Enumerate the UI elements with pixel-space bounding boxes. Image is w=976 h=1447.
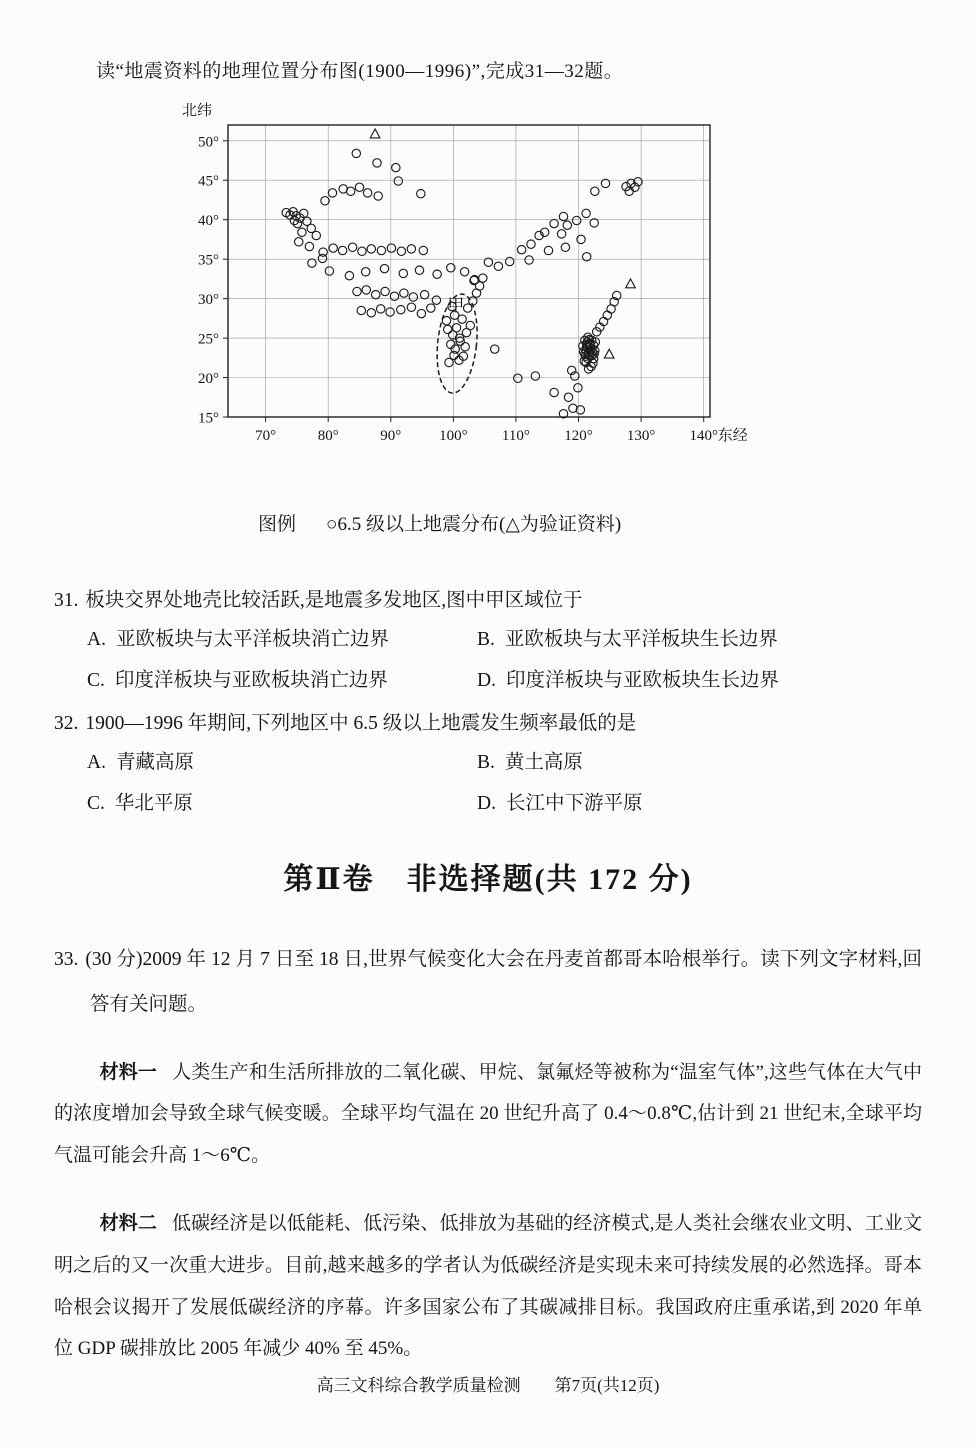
earthquake-circle — [407, 245, 415, 253]
earthquake-circle — [409, 293, 417, 301]
earthquake-circle — [325, 267, 333, 275]
earthquake-circle — [525, 256, 533, 264]
earthquake-circle — [479, 274, 487, 282]
earthquake-circle — [433, 270, 441, 278]
earthquake-circle — [527, 240, 535, 248]
question-number: 33. — [54, 949, 79, 970]
earthquake-circle — [397, 306, 405, 314]
earthquake-circle — [427, 304, 435, 312]
earthquake-circle — [308, 259, 316, 267]
x-tick-label: 140° — [689, 428, 718, 444]
x-tick-label: 100° — [439, 428, 468, 444]
validation-triangle — [626, 279, 636, 288]
question-text: (30 分)2009 年 12 月 7 日至 18 日,世界气候变化大会在丹麦首都哥本哈根举行。读下列文字材料,回答有关问题。 — [85, 949, 922, 1015]
option-b — [477, 627, 922, 652]
earthquake-circle — [582, 209, 590, 217]
earthquake-circle — [574, 384, 582, 392]
earthquake-circle — [557, 230, 565, 238]
earthquake-circle — [362, 268, 370, 276]
question-number: 31. — [54, 590, 79, 611]
earthquake-circle — [392, 163, 400, 171]
material-one-label: 材料一 — [99, 1061, 158, 1083]
earthquake-circle — [564, 393, 572, 401]
y-tick-label: 30° — [198, 292, 219, 309]
earthquake-circle — [442, 317, 450, 325]
y-tick-label: 20° — [198, 371, 219, 387]
option-label: D. — [477, 792, 496, 814]
x-tick-label: 130° — [626, 428, 656, 444]
earthquake-circle — [298, 228, 306, 236]
earthquake-circle — [514, 374, 522, 382]
earthquake-circle — [576, 406, 584, 414]
option-text: 青藏高原 — [115, 752, 194, 774]
earthquake-circle — [444, 325, 452, 333]
chart-legend — [258, 509, 922, 536]
material-two — [54, 1203, 922, 1370]
option-label: D. — [477, 669, 496, 691]
option-label: B. — [477, 752, 495, 774]
option-label: C. — [87, 792, 105, 814]
earthquake-circle — [318, 254, 326, 262]
option-a — [87, 750, 477, 775]
earthquake-circle — [397, 247, 405, 255]
y-tick-label: 25° — [198, 331, 219, 348]
earthquake-circle — [374, 192, 382, 200]
option-c — [87, 668, 477, 693]
earthquake-distribution-chart — [144, 99, 844, 451]
earthquake-circle — [531, 372, 539, 380]
option-d — [477, 668, 922, 693]
x-tick-label: 120° — [564, 428, 593, 444]
option-text: 印度洋板块与亚欧板块生长边界 — [505, 669, 779, 691]
earthquake-circle — [381, 287, 389, 295]
earthquake-circle — [420, 291, 428, 299]
earthquake-circle — [386, 308, 394, 316]
earthquake-circle — [377, 246, 385, 254]
question-text: 板块交界处地壳比较活跃,是地震多发地区,图中甲区域位于 — [85, 590, 583, 611]
earthquake-circle — [348, 243, 356, 251]
section-2-title: 第Ⅱ卷 非选择题(共 172 分) — [283, 863, 693, 896]
earthquake-circle — [355, 183, 363, 191]
earthquake-circle — [466, 321, 474, 329]
x-tick-label: 80° — [317, 428, 339, 444]
option-label: A. — [87, 629, 106, 651]
option-text: 长江中下游平原 — [505, 792, 643, 814]
earthquake-circle — [417, 190, 425, 198]
earthquake-circle — [377, 305, 385, 313]
material-two-label: 材料二 — [99, 1213, 157, 1235]
earthquake-circle — [460, 268, 468, 276]
earthquake-circle — [328, 189, 336, 197]
legend-title: 图例 — [258, 514, 297, 535]
y-tick-label: 15° — [198, 410, 219, 427]
validation-triangle — [604, 349, 614, 358]
earthquake-circle — [577, 235, 585, 243]
earthquake-circle — [432, 296, 440, 304]
earthquake-circle — [544, 246, 552, 254]
question-33 — [54, 938, 922, 1028]
earthquake-circle — [345, 272, 353, 280]
earthquake-circle — [517, 246, 525, 254]
question-32 — [54, 711, 922, 816]
earthquake-circle — [358, 247, 366, 255]
earthquake-circle — [400, 289, 408, 297]
x-tick-label: 90° — [380, 428, 402, 444]
earthquake-circle — [338, 246, 346, 254]
earthquake-circle — [353, 287, 361, 295]
y-tick-label: 45° — [198, 173, 219, 190]
option-d — [477, 791, 922, 816]
earthquake-circle — [372, 291, 380, 299]
question-31-options — [54, 627, 922, 693]
y-tick-label: 35° — [198, 252, 219, 269]
question-32-options — [54, 750, 922, 816]
earthquake-circle — [603, 311, 611, 319]
earthquake-circle — [561, 243, 569, 251]
earthquake-circle — [373, 159, 381, 167]
option-text: 印度洋板块与亚欧板块消亡边界 — [114, 669, 388, 691]
earthquake-circle — [305, 242, 313, 250]
page-footer: 高三文科综合教学质量检测 第7页(共12页) — [316, 1376, 660, 1395]
option-label: B. — [477, 629, 495, 651]
material-one-text: 人类生产和生活所排放的二氧化碳、甲烷、氯氟烃等被称为“温室气体”,这些气体在大气中的浓度增加会导致全球气候变暖。全球平均气温在 20 世纪升高了 0.4～0.8℃,估计到 21 世纪末,全球平均气温可能会升高 1～6℃。 — [54, 1061, 922, 1167]
option-text: 华北平原 — [114, 792, 193, 814]
earthquake-circle — [419, 246, 427, 254]
option-a — [87, 627, 477, 652]
earthquake-circle — [573, 216, 581, 224]
question-text: 1900—1996 年期间,下列地区中 6.5 级以上地震发生频率最低的是 — [85, 713, 637, 734]
earthquake-circle — [550, 219, 558, 227]
option-label: A. — [87, 752, 106, 774]
x-tick-label: 110° — [501, 428, 530, 444]
option-text: 黄土高原 — [504, 752, 583, 774]
earthquake-circle — [417, 309, 425, 317]
earthquake-circle — [367, 245, 375, 253]
earthquake-circle — [506, 257, 514, 265]
question-31-stem — [54, 588, 922, 614]
earthquake-circle — [591, 187, 599, 195]
validation-triangle — [370, 129, 380, 138]
intro-text: 读“地震资料的地理位置分布图(1900—1996)”,完成31—32题。 — [96, 61, 624, 82]
earthquake-circle — [367, 309, 375, 317]
earthquake-circle — [312, 231, 320, 239]
earthquake-circle — [461, 343, 469, 351]
earthquake-circle — [583, 253, 591, 261]
earthquake-circle — [399, 269, 407, 277]
option-text: 亚欧板块与太平洋板块生长边界 — [504, 629, 778, 651]
earthquake-circle — [447, 264, 455, 272]
earthquake-circle — [357, 306, 365, 314]
option-label: C. — [87, 669, 105, 691]
option-c — [87, 791, 477, 816]
x-tick-label: 70° — [255, 428, 277, 444]
earthquake-circle — [407, 303, 415, 311]
earthquake-circle — [491, 345, 499, 353]
earthquake-circle — [494, 262, 502, 270]
earthquake-circle — [563, 221, 571, 229]
earthquake-map — [144, 99, 922, 451]
question-32-stem — [54, 711, 922, 737]
x-axis-label: 东经 — [717, 428, 748, 444]
question-31 — [54, 588, 922, 693]
option-b — [477, 750, 922, 775]
region-jia-label: 甲 — [447, 296, 465, 316]
earthquake-circle — [593, 328, 601, 336]
earthquake-circle — [295, 238, 303, 246]
y-tick-label: 40° — [198, 213, 219, 230]
option-text: 亚欧板块与太平洋板块消亡边界 — [115, 629, 389, 651]
y-tick-label: 50° — [198, 134, 219, 151]
earthquake-circle — [394, 177, 402, 185]
material-two-text: 低碳经济是以低能耗、低污染、低排放为基础的经济模式,是人类社会继农业文明、工业文明之后的又一次重大进步。目前,越来越多的学者认为低碳经济是实现未来可持续发展的必然选择。哥本哈根会议揭开了发展低碳经济的序幕。许多国家公布了其碳减排目标。我国政府庄重承诺,到 2020 年单位 GDP 碳排放比 2005 年减少 40% 至 45%。 — [54, 1213, 922, 1360]
earthquake-circle — [363, 189, 371, 197]
earthquake-circle — [415, 266, 423, 274]
y-axis-label: 北纬 — [182, 103, 213, 119]
earthquake-circle — [390, 292, 398, 300]
earthquake-circle — [387, 244, 395, 252]
earthquake-circle — [329, 244, 337, 252]
earthquake-circle — [352, 149, 360, 157]
question-number: 32. — [54, 713, 79, 734]
earthquake-circle — [362, 286, 370, 294]
earthquake-circle — [445, 358, 453, 366]
earthquake-circle — [347, 187, 355, 195]
earthquake-circle — [380, 264, 388, 272]
material-one — [54, 1052, 922, 1177]
legend-text: ○6.5 级以上地震分布(△为验证资料) — [326, 514, 622, 535]
earthquake-circle — [550, 388, 558, 396]
